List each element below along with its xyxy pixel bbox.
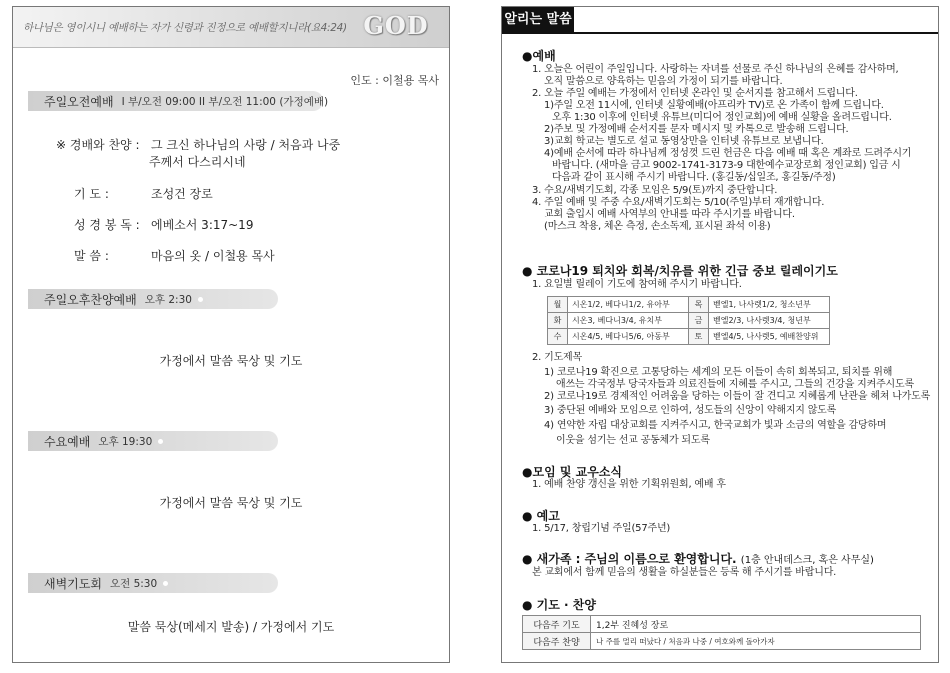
- relay-day: 수: [548, 329, 568, 345]
- next-prayer-label: 다음주 기도: [523, 616, 591, 633]
- preview-line: 1. 5/17, 창립기념 주일(57주년): [532, 523, 671, 534]
- table-row: [548, 329, 830, 345]
- god-logo: GOD: [363, 11, 429, 40]
- relay-day: 목: [689, 297, 709, 313]
- dawn-prayer-bar: [28, 573, 278, 593]
- meeting-line: 1. 예배 찬양 갱신을 위한 기획위원회, 예배 후: [532, 479, 726, 490]
- worship-order-panel: [12, 6, 450, 663]
- hymn-label: ※ 경배와 찬양 :: [56, 138, 140, 152]
- hymn-value-line2: 주께서 다스리시네: [149, 155, 246, 169]
- verse-text: 하나님은 영이시니 예배하는 자가 신령과 진정으로 예배할지니라(요4:24): [23, 22, 347, 34]
- worship-line: 3)교회 학교는 별도로 설교 동영상만을 인터넷 유튜브로 보냅니다.: [544, 136, 824, 147]
- newcomer-line: 본 교회에서 함께 믿음의 생활을 하실분들은 등록 해 주시기를 바랍니다.: [532, 567, 837, 578]
- worship-line: 3. 수요/새벽기도회, 각종 모임은 5/9(토)까지 중단합니다.: [532, 185, 778, 196]
- worship-line: 교회 출입시 예배 사역부의 안내를 따라 주시기를 바랍니다.: [544, 209, 795, 220]
- worship-line: 오후 1:30 이후에 인터넷 유튜브(미디어 정인교회)에 예배 실황을 올려드립니다.: [552, 112, 892, 123]
- afternoon-service-title: 주일오후찬양예배: [44, 292, 137, 307]
- afternoon-service-bar: [28, 289, 278, 309]
- relay-day: 화: [548, 313, 568, 329]
- morning-service-bar: [28, 91, 329, 111]
- relay-cell: 시온1/2, 베다니1/2, 유아부: [568, 297, 689, 313]
- prayer-topics-heading: 2. 기도제목: [532, 352, 582, 363]
- newcomer-heading-tail: (1층 안내데스크, 혹은 사무실): [740, 555, 874, 566]
- next-song-value: 나 주를 멀리 떠났다 / 처음과 나중 / 여호와께 돌아가자: [591, 633, 921, 650]
- prayer-topic-line: 4) 연약한 자립 대상교회를 지켜주시고, 한국교회가 빛과 소금의 역할을 감당하며: [544, 420, 887, 431]
- reading-row: [74, 216, 434, 232]
- relay-cell: 벧엘1, 나사렛1/2, 청소년부: [709, 297, 830, 313]
- table-row: [548, 297, 830, 313]
- relay-cell: 벧엘2/3, 나사렛3/4, 청년부: [709, 313, 830, 329]
- meeting-heading: ●모임 및 교우소식: [522, 465, 622, 479]
- announcements-title: 알리는 말씀: [502, 7, 574, 32]
- table-row: [548, 313, 830, 329]
- preview-heading: ● 예고: [522, 509, 560, 523]
- prayer-topic-line: 3) 중단된 예배와 모임으로 인하여, 성도들의 신앙이 약해지지 않도록: [544, 405, 837, 416]
- sermon-row: [74, 247, 434, 263]
- worship-line: 2)주보 및 가정예배 순서지를 문자 메시지 및 카톡으로 발송해 드립니다.: [544, 124, 849, 135]
- newcomer-heading: [522, 550, 874, 567]
- hymn-heading: ● 기도 · 찬양: [522, 598, 596, 612]
- dawn-prayer-title: 새벽기도회: [44, 576, 102, 591]
- reading-value: 에베소서 3:17~19: [151, 218, 254, 232]
- relay-table: [547, 296, 830, 345]
- announcements-panel: [501, 6, 939, 663]
- wednesday-service-time: 오후 19:30: [98, 435, 153, 448]
- worship-line: (마스크 착용, 체온 측정, 손소독제, 표시된 좌석 이용): [544, 221, 771, 232]
- worship-line: 4. 주일 예배 및 주중 수요/새벽기도회는 5/10(주일)부터 재개합니다.: [532, 197, 825, 208]
- worship-line: 다음과 같이 표시해 주시기 바랍니다. (홍길동/십일조, 홍길동/주정): [552, 172, 836, 183]
- wednesday-service-title: 수요예배: [44, 434, 91, 449]
- reading-label: 성 경 봉 독 :: [74, 218, 140, 232]
- dawn-prayer-text: 말씀 묵상(메세지 발송) / 가정에서 기도: [127, 620, 335, 634]
- prayer-topic-line: 1) 코로나19 확진으로 고통당하는 세계의 모든 이들이 속히 회복되고, 퇴치를 위해: [544, 367, 893, 378]
- relay-day: 월: [548, 297, 568, 313]
- verse-banner: [13, 7, 449, 48]
- bar-dot-icon: [163, 581, 168, 586]
- afternoon-service-time: 오후 2:30: [144, 293, 192, 306]
- prayer-topic-line: 애쓰는 각국정부 당국자들과 의료진들에 지혜를 주시고, 그들의 건강을 지켜주시도록: [556, 379, 914, 390]
- leader-text: 인도 : 이철용 목사: [350, 74, 439, 87]
- worship-line: 바랍니다. (새마을 금고 9002-1741-3173-9 대한예수교장로회 정인교회) 입금 시: [552, 160, 901, 171]
- worship-line: 2. 오늘 주일 예배는 가정에서 인터넷 온라인 및 순서지를 참고해서 드립니다.: [532, 88, 858, 99]
- relay-day: 토: [689, 329, 709, 345]
- prayer-topic-line: 이웃을 섬기는 선교 공동체가 되도록: [556, 435, 710, 446]
- relay-intro: 1. 요일별 릴레이 기도에 참여해 주시기 바랍니다.: [532, 279, 742, 290]
- worship-line: 1. 오늘은 어린이 주일입니다. 사랑하는 자녀를 선물로 주신 하나님의 은혜를 감사하며,: [532, 64, 899, 75]
- relay-cell: 벧엘4/5, 나사렛5, 예배찬양위: [709, 329, 830, 345]
- hymn-value-line1: 그 크신 하나님의 사랑 / 처음과 나중: [151, 138, 341, 152]
- worship-line: 4)예배 순서에 따라 하나님께 정성껏 드린 헌금은 다음 예배 때 혹은 계좌로 드려주시기: [544, 148, 912, 159]
- relay-day: 금: [689, 313, 709, 329]
- afternoon-service-text: 가정에서 말씀 묵상 및 기도: [159, 354, 303, 368]
- relay-heading: ● 코로나19 퇴치와 회복/치유를 위한 긴급 중보 릴레이기도: [522, 264, 838, 278]
- worship-heading: ●예배: [522, 49, 556, 63]
- wednesday-service-bar: [28, 431, 278, 451]
- sermon-value: 마음의 옷 / 이철용 목사: [151, 249, 275, 263]
- next-song-label: 다음주 찬양: [523, 633, 591, 650]
- relay-cell: 시온3, 베다니3/4, 유치부: [568, 313, 689, 329]
- sermon-label: 말 씀 :: [74, 249, 109, 263]
- prayer-value: 조성건 장로: [151, 187, 213, 201]
- morning-service-time: I 부/오전 09:00 II 부/오전 11:00 (가정예배): [121, 95, 329, 108]
- table-row: [523, 616, 921, 633]
- prayer-row: [74, 185, 434, 201]
- prayer-topic-line: 2) 코로나19로 경제적인 어려움을 당하는 이들이 잘 견디고 지혜롭게 난관을 헤쳐 나가도록: [544, 391, 931, 402]
- morning-service-title: 주일오전예배: [44, 94, 114, 109]
- bar-dot-icon: [158, 439, 163, 444]
- hymn-row: [56, 136, 436, 152]
- worship-line: 1)주일 오전 11시에, 인터넷 실황예배(아프리카 TV)로 온 가족이 함께 드립니다.: [544, 100, 884, 111]
- dawn-prayer-time: 오전 5:30: [109, 577, 158, 590]
- prayer-label: 기 도 :: [74, 187, 109, 201]
- bar-dot-icon: [198, 297, 203, 302]
- worship-line: 오직 말씀으로 양육하는 믿음의 가정이 되기를 바랍니다.: [544, 76, 783, 87]
- next-week-table: [522, 615, 921, 650]
- newcomer-heading-main: ● 새가족 : 주님의 이름으로 환영합니다.: [522, 552, 737, 566]
- wednesday-service-text: 가정에서 말씀 묵상 및 기도: [159, 496, 303, 510]
- relay-cell: 시온4/5, 베다니5/6, 아동부: [568, 329, 689, 345]
- next-prayer-value: 1,2부 진혜성 장로: [591, 616, 921, 633]
- table-row: [523, 633, 921, 650]
- title-rule: [502, 32, 938, 34]
